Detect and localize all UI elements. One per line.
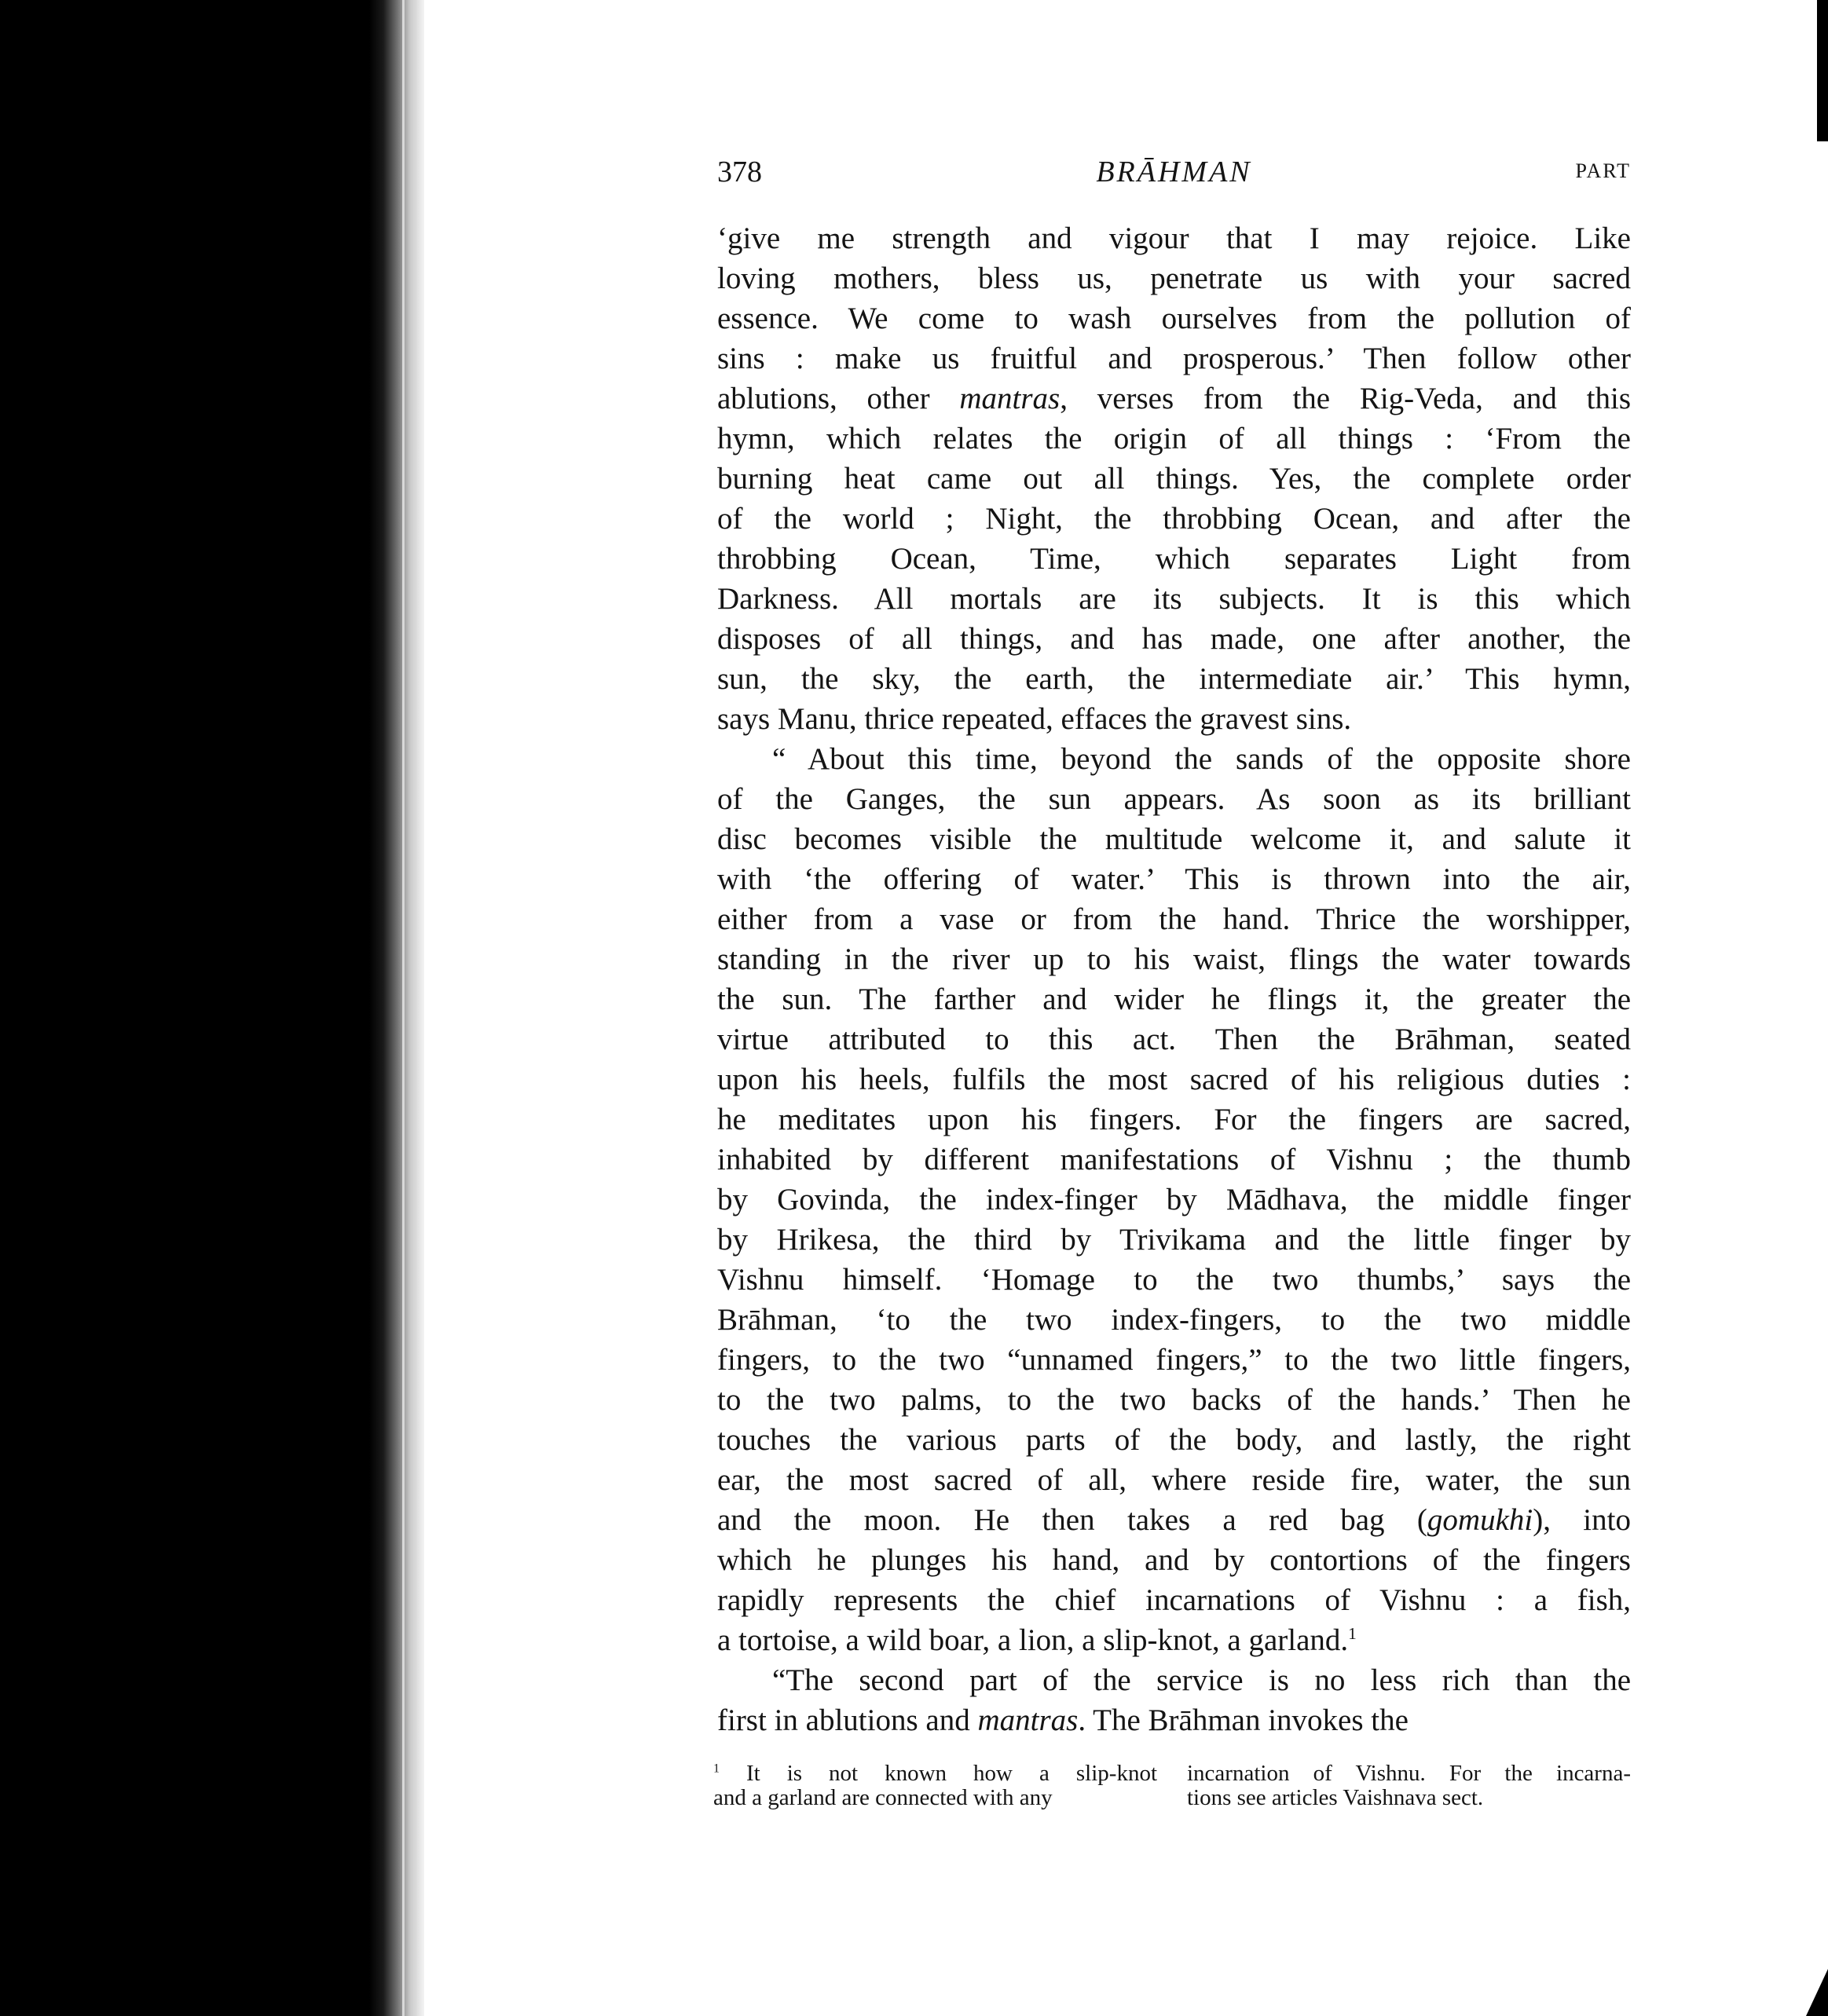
scan-edge-mark xyxy=(1817,0,1828,141)
text-segment: a tortoise, a wild boar, a lion, a slip-knot, a garland. xyxy=(717,1623,1349,1657)
scan-stripe xyxy=(402,0,405,2016)
text-line: disc becomes visible the multitude welcome it, and salute it xyxy=(717,822,1631,856)
text-line: “ About this time, beyond the sands of the opposite shore xyxy=(772,742,1631,776)
footnote-text: It is not known how a slip-knot xyxy=(745,1761,1157,1786)
text-line: loving mothers, bless us, penetrate us with your sacred xyxy=(717,262,1631,295)
footnote-line xyxy=(713,1762,1157,1786)
page-number: 378 xyxy=(717,155,762,188)
text-segment: first in ablutions and xyxy=(717,1703,978,1737)
text-line: of the world ; Night, the throbbing Ocean, and after the xyxy=(717,502,1631,536)
text-line: of the Ganges, the sun appears. As soon as its brilliant xyxy=(717,782,1631,816)
text-line: by Hrikesa, the third by Trivikama and the little finger by xyxy=(717,1223,1631,1257)
part-label: PART xyxy=(1575,159,1631,182)
text-line: by Govinda, the index-finger by Mādhava, the middle finger xyxy=(717,1183,1631,1217)
footnote-line: incarnation of Vishnu. For the incarna- xyxy=(1187,1761,1631,1786)
text-line: disposes of all things, and has made, one after another, the xyxy=(717,622,1631,656)
text-line: with ‘the offering of water.’ This is thrown into the air, xyxy=(717,862,1631,896)
text-line: ear, the most sacred of all, where reside fire, water, the sun xyxy=(717,1463,1631,1497)
text-line: hymn, which relates the origin of all things : ‘From the xyxy=(717,422,1631,456)
text-line: rapidly represents the chief incarnations of Vishnu : a fish, xyxy=(717,1583,1631,1617)
footnote-right-column xyxy=(1187,1762,1631,1810)
text-line xyxy=(717,1700,1631,1740)
text-line: standing in the river up to his waist, flings the water towards xyxy=(717,942,1631,976)
text-line: sins : make us fruitful and prosperous.’ Then follow other xyxy=(717,342,1631,375)
text-line: throbbing Ocean, Time, which separates Light from xyxy=(717,542,1631,576)
text-segment: , verses from the Rig-Veda, and this xyxy=(1060,382,1631,415)
text-segment: and the moon. He then takes a red bag ( xyxy=(717,1503,1427,1537)
text-line: sun, the sky, the earth, the intermediate air.’ This hymn, xyxy=(717,662,1631,696)
scan-binding-shadow xyxy=(0,0,424,2016)
paragraph xyxy=(717,1660,1631,1740)
scan-edge-mark xyxy=(1806,1969,1828,2016)
text-line: burning heat came out all things. Yes, the complete order xyxy=(717,462,1631,496)
text-line: “The second part of the service is no less rich than the xyxy=(772,1663,1631,1697)
footnote-left-column xyxy=(713,1762,1157,1810)
footnote-marker: 1 xyxy=(713,1762,720,1776)
text-segment: . The Brāhman invokes the xyxy=(1078,1703,1409,1737)
footnotes xyxy=(713,1762,1631,1810)
footnote-line: tions see articles Vaishnava sect. xyxy=(1187,1785,1484,1810)
text-line: Darkness. All mortals are its subjects. It is this which xyxy=(717,582,1631,616)
paragraph xyxy=(717,739,1631,1660)
text-line: inhabited by different manifestations of Vishnu ; the thumb xyxy=(717,1143,1631,1176)
scan-stripe xyxy=(415,0,416,2016)
text-line xyxy=(717,379,1631,419)
text-line: says Manu, thrice repeated, effaces the gravest sins. xyxy=(717,702,1352,736)
text-line: either from a vase or from the hand. Thrice the worshipper, xyxy=(717,902,1631,936)
text-line: touches the various parts of the body, and lastly, the right xyxy=(717,1423,1631,1457)
text-segment: ablutions, other xyxy=(717,382,960,415)
text-line: Vishnu himself. ‘Homage to the two thumbs,’ says the xyxy=(717,1263,1631,1297)
text-line: upon his heels, fulfils the most sacred of his religious duties : xyxy=(717,1063,1631,1096)
running-title: BRĀHMAN xyxy=(1096,155,1252,188)
paragraph xyxy=(717,218,1631,739)
text-line: he meditates upon his fingers. For the fingers are sacred, xyxy=(717,1103,1631,1136)
footnote-reference: 1 xyxy=(1348,1624,1357,1643)
text-line: which he plunges his hand, and by contortions of the fingers xyxy=(717,1543,1631,1577)
text-line xyxy=(717,1500,1631,1540)
text-line xyxy=(717,1620,1631,1660)
footnote-line: and a garland are connected with any xyxy=(713,1785,1053,1810)
running-header xyxy=(717,155,1631,202)
text-line: ‘give me strength and vigour that I may rejoice. Like xyxy=(717,221,1631,255)
text-line: fingers, to the two “unnamed fingers,” to the two little fingers, xyxy=(717,1343,1631,1377)
body-text xyxy=(717,218,1631,1740)
text-line: Brāhman, ‘to the two index-fingers, to the two middle xyxy=(717,1303,1631,1337)
text-line: the sun. The farther and wider he flings it, the greater the xyxy=(717,982,1631,1016)
italic-term: mantras xyxy=(977,1703,1079,1737)
text-line: virtue attributed to this act. Then the Brāhman, seated xyxy=(717,1023,1631,1056)
text-line: essence. We come to wash ourselves from the pollution of xyxy=(717,302,1631,335)
text-line: to the two palms, to the two backs of the hands.’ Then he xyxy=(717,1383,1631,1417)
italic-term: mantras xyxy=(959,382,1061,415)
text-segment: ), into xyxy=(1533,1503,1631,1537)
italic-term: gomukhi xyxy=(1427,1503,1533,1537)
